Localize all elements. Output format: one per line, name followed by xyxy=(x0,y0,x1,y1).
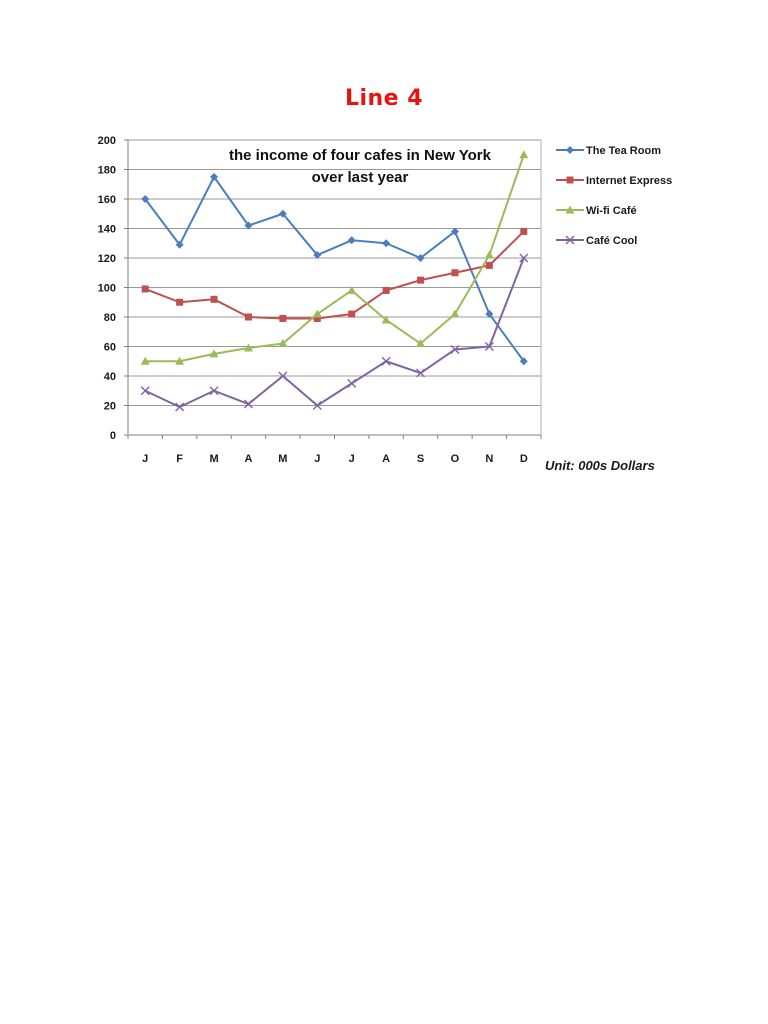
y-tick-label: 20 xyxy=(103,400,116,413)
data-point-square xyxy=(520,228,527,235)
x-tick-label: J xyxy=(348,453,355,465)
x-tick-label: O xyxy=(450,453,460,465)
y-tick-label: 160 xyxy=(97,194,116,206)
series-lines xyxy=(141,150,529,411)
data-point-square xyxy=(417,277,424,284)
data-point-square xyxy=(142,285,149,292)
y-tick-label: 120 xyxy=(97,253,116,265)
data-point-x xyxy=(141,387,149,395)
data-point-triangle xyxy=(450,310,459,318)
data-point-triangle xyxy=(485,251,494,259)
x-axis-ticks xyxy=(142,453,528,465)
legend-label: Wi-fi Café xyxy=(586,205,637,217)
legend-item xyxy=(556,145,661,157)
legend-item xyxy=(556,175,672,187)
data-point-square xyxy=(279,315,286,322)
x-tick-label: A xyxy=(244,453,253,465)
data-point-triangle xyxy=(519,150,528,158)
y-tick-label: 40 xyxy=(103,371,116,383)
data-point-x xyxy=(176,403,184,411)
line-chart xyxy=(88,128,688,488)
x-tick-label: M xyxy=(278,453,288,465)
data-point-diamond xyxy=(566,146,574,154)
x-tick-label: D xyxy=(519,453,528,465)
series-line xyxy=(145,231,524,318)
y-tick-label: 140 xyxy=(97,223,116,236)
y-tick-label: 80 xyxy=(103,312,116,324)
legend-label: Internet Express xyxy=(586,175,673,187)
data-point-diamond xyxy=(382,239,390,247)
legend-label: The Tea Room xyxy=(586,145,661,157)
legend-item xyxy=(556,205,637,217)
data-point-square xyxy=(383,287,390,294)
chart-title-line: over last year xyxy=(311,169,409,186)
data-point-square xyxy=(567,177,574,184)
data-point-x xyxy=(348,379,356,387)
legend xyxy=(556,145,672,247)
data-point-square xyxy=(176,299,183,306)
legend-label: Café Cool xyxy=(586,235,638,247)
series-line xyxy=(145,258,524,407)
data-point-x xyxy=(244,400,252,408)
x-tick-label: J xyxy=(142,453,149,465)
unit-label: Unit: 000s Dollars xyxy=(545,458,655,473)
x-tick-label: S xyxy=(416,453,425,465)
data-point-square xyxy=(245,314,252,321)
series-line xyxy=(145,177,524,361)
y-tick-label: 0 xyxy=(109,430,116,442)
series-1 xyxy=(142,228,528,322)
data-point-square xyxy=(486,262,493,269)
series-3 xyxy=(141,254,528,411)
y-tick-label: 200 xyxy=(97,135,116,147)
x-tick-label: F xyxy=(176,453,183,465)
legend-item xyxy=(556,235,637,247)
x-tick-label: J xyxy=(314,453,321,465)
chart-title xyxy=(229,147,492,186)
data-point-x xyxy=(210,387,218,395)
y-tick-label: 60 xyxy=(103,341,116,354)
data-point-square xyxy=(211,296,218,303)
data-point-diamond xyxy=(348,236,356,244)
y-tick-label: 100 xyxy=(97,282,116,295)
x-tick-label: N xyxy=(485,453,494,465)
x-tick-label: A xyxy=(382,453,391,465)
y-tick-label: 180 xyxy=(97,164,116,177)
x-tick-label: M xyxy=(209,453,219,465)
chart-title-line: the income of four cafes in New York xyxy=(228,147,492,164)
data-point-square xyxy=(451,269,458,276)
data-point-square xyxy=(348,311,355,318)
page-heading: Line 4 xyxy=(344,86,424,111)
y-axis-ticks xyxy=(98,135,116,442)
